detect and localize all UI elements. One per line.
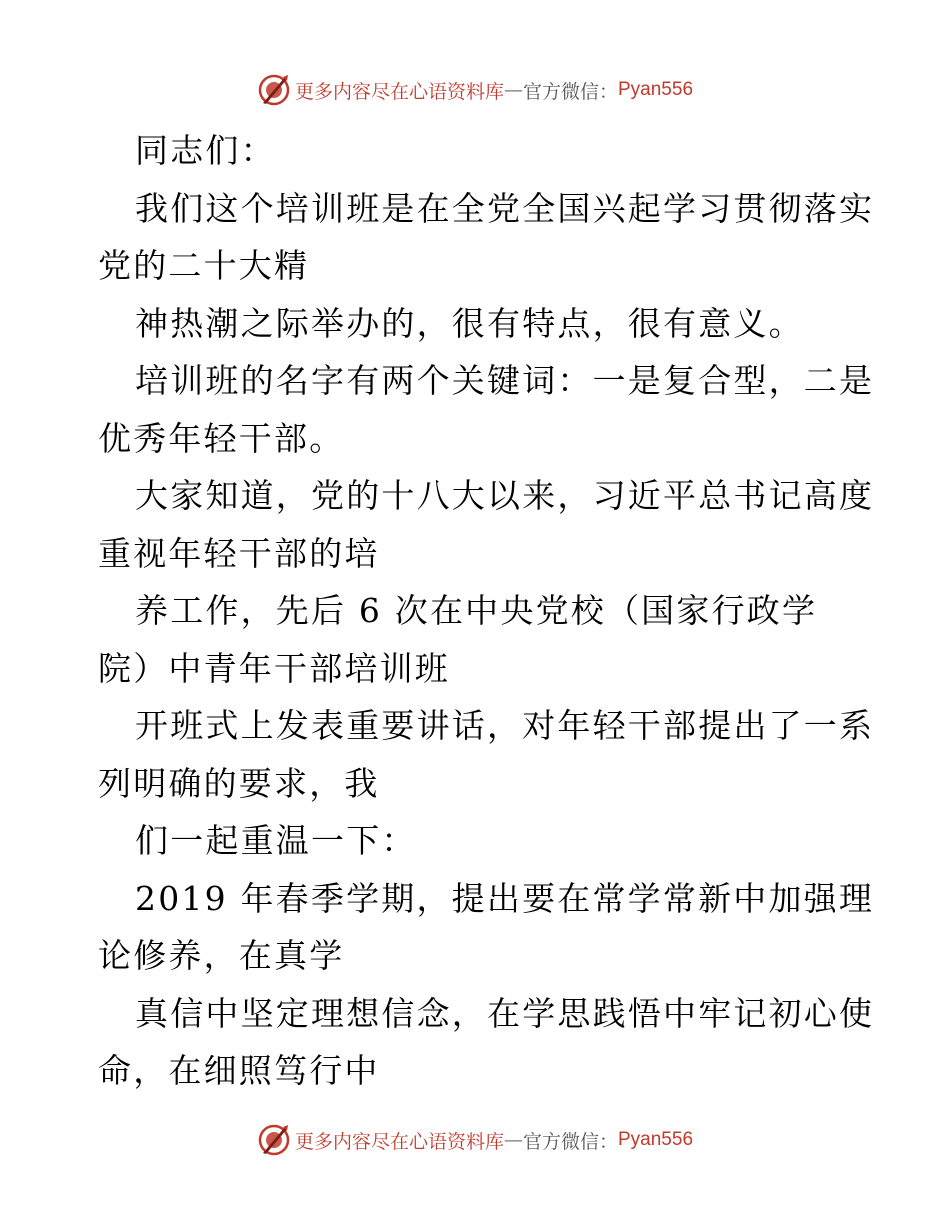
body-line: 2019 年春季学期，提出要在常学常新中加强理 (135, 878, 875, 918)
body-line: 列明确的要求，我 (98, 763, 380, 803)
body-line: 优秀年轻干部。 (98, 418, 345, 458)
body-line: 同志们： (135, 131, 276, 170)
header-site-text: 更多内容尽在心语资料库 (294, 80, 504, 103)
body-line: 真信中坚定理想信念，在学思践悟中牢记初心使 (135, 993, 875, 1033)
body-line: 养工作，先后 6 次在中央党校（国家行政学 (135, 591, 818, 630)
body-line: 大家知道，党的十八大以来，习近平总书记高度 (135, 476, 875, 515)
document-body (98, 122, 875, 1100)
body-line: 党的二十大精 (98, 246, 310, 285)
footer-site-text: 更多内容尽在心语资料库 (294, 1130, 504, 1153)
footer-wechat-label: 官方微信： (522, 1130, 618, 1153)
body-line: 命，在细照笃行中 (98, 1051, 380, 1090)
quill-pen-logo-icon (257, 73, 291, 107)
body-line: 我们这个培训班是在全党全国兴起学习贯彻落实 (135, 188, 875, 228)
body-line: 培训班的名字有两个关键词：一是复合型，二是 (135, 361, 875, 400)
header-wechat-id: Pyan556 (618, 79, 694, 100)
body-line: 神热潮之际举办的，很有特点，很有意义。 (135, 303, 804, 343)
footer-wechat-id: Pyan556 (618, 1129, 694, 1150)
body-line: 开班式上发表重要讲话，对年轻干部提出了一系 (135, 706, 875, 745)
footer-banner (0, 1120, 950, 1160)
quill-pen-logo-icon (257, 1123, 291, 1157)
footer-separator: — (503, 1129, 523, 1151)
body-line: 院）中青年干部培训班 (98, 648, 450, 688)
header-wechat-label: 官方微信： (522, 80, 618, 103)
header-separator: — (503, 79, 523, 101)
header-banner (0, 70, 950, 110)
body-line: 论修养，在真学 (98, 936, 345, 975)
body-line: 重视年轻干部的培 (98, 533, 380, 573)
body-line: 们一起重温一下： (135, 821, 417, 860)
